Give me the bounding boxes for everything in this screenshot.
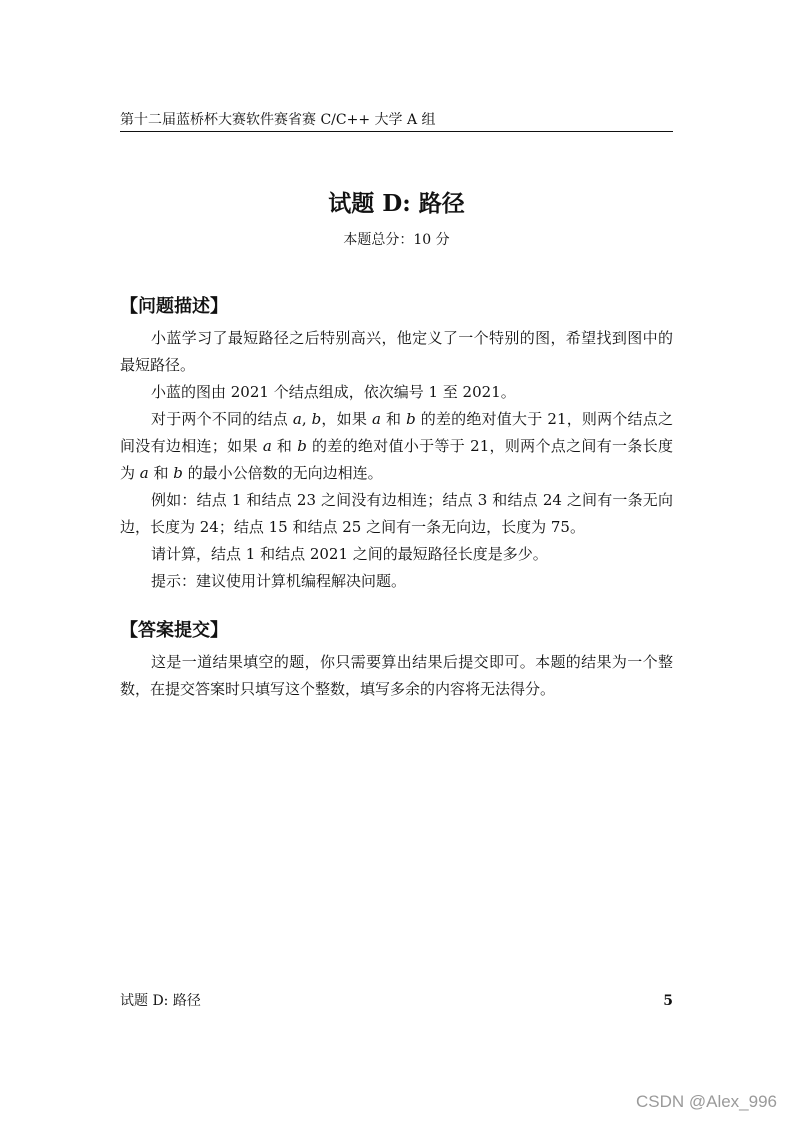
math-variable: a <box>372 410 381 428</box>
text-run: 和 <box>148 464 174 482</box>
math-variable: b <box>311 410 322 428</box>
text-run: 和 <box>271 437 298 455</box>
header-rule <box>120 131 673 132</box>
math-variable: b <box>406 410 416 428</box>
text-run: 对于两个不同的结点 <box>151 410 293 428</box>
description-paragraph-1: 小蓝学习了最短路径之后特别高兴，他定义了一个特别的图，希望找到图中的最短路径。 <box>120 329 673 374</box>
description-paragraph-2: 小蓝的图由 2021 个结点组成，依次编号 1 至 2021。 <box>151 383 516 401</box>
watermark: CSDN @Alex_996 <box>635 1092 777 1111</box>
description-heading: 【问题描述】 <box>120 296 228 317</box>
text-run: ，如果 <box>321 410 373 428</box>
answer-paragraph: 这是一道结果填空的题，你只需要算出结果后提交即可。本题的结果为一个整数，在提交答案时只填写这个整数，填写多余的内容将无法得分。 <box>120 653 673 698</box>
page-header: 第十二届蓝桥杯大赛软件赛省赛 C/C++ 大学 A 组 <box>120 112 436 128</box>
math-variable: a <box>139 464 149 482</box>
description-paragraph-6: 提示：建议使用计算机编程解决问题。 <box>151 572 407 590</box>
description-paragraph-5: 请计算，结点 1 和结点 2021 之间的最短路径长度是多少。 <box>151 545 548 563</box>
problem-score: 本题总分：10 分 <box>343 232 450 248</box>
answer-heading: 【答案提交】 <box>120 620 228 641</box>
description-body <box>120 325 673 595</box>
description-paragraph-3 <box>120 406 673 487</box>
text-run: , <box>301 410 312 428</box>
math-variable: b <box>297 437 307 455</box>
description-paragraph-4: 例如：结点 1 和结点 23 之间没有边相连；结点 3 和结点 24 之间有一条无向边，长度为 24；结点 15 和结点 25 之间有一条无向边，长度为 75。 <box>120 491 673 536</box>
text-run: 的差的绝对值小于等于 21，则两个点之间有一条长度为 <box>120 437 673 482</box>
text-run: 的差的绝对值大于 21，则两个结点之间没有边相连；如果 <box>120 410 673 455</box>
math-variable: a <box>262 437 272 455</box>
text-run: 的最小公倍数的无向边相连。 <box>182 464 383 482</box>
page-number: 5 <box>663 993 673 1009</box>
problem-title: 试题 D: 路径 <box>328 190 465 217</box>
footer-title: 试题 D: 路径 <box>120 993 201 1009</box>
answer-body <box>120 649 673 703</box>
text-run: 和 <box>380 410 407 428</box>
math-variable: b <box>173 464 183 482</box>
math-variable: a <box>292 410 302 428</box>
